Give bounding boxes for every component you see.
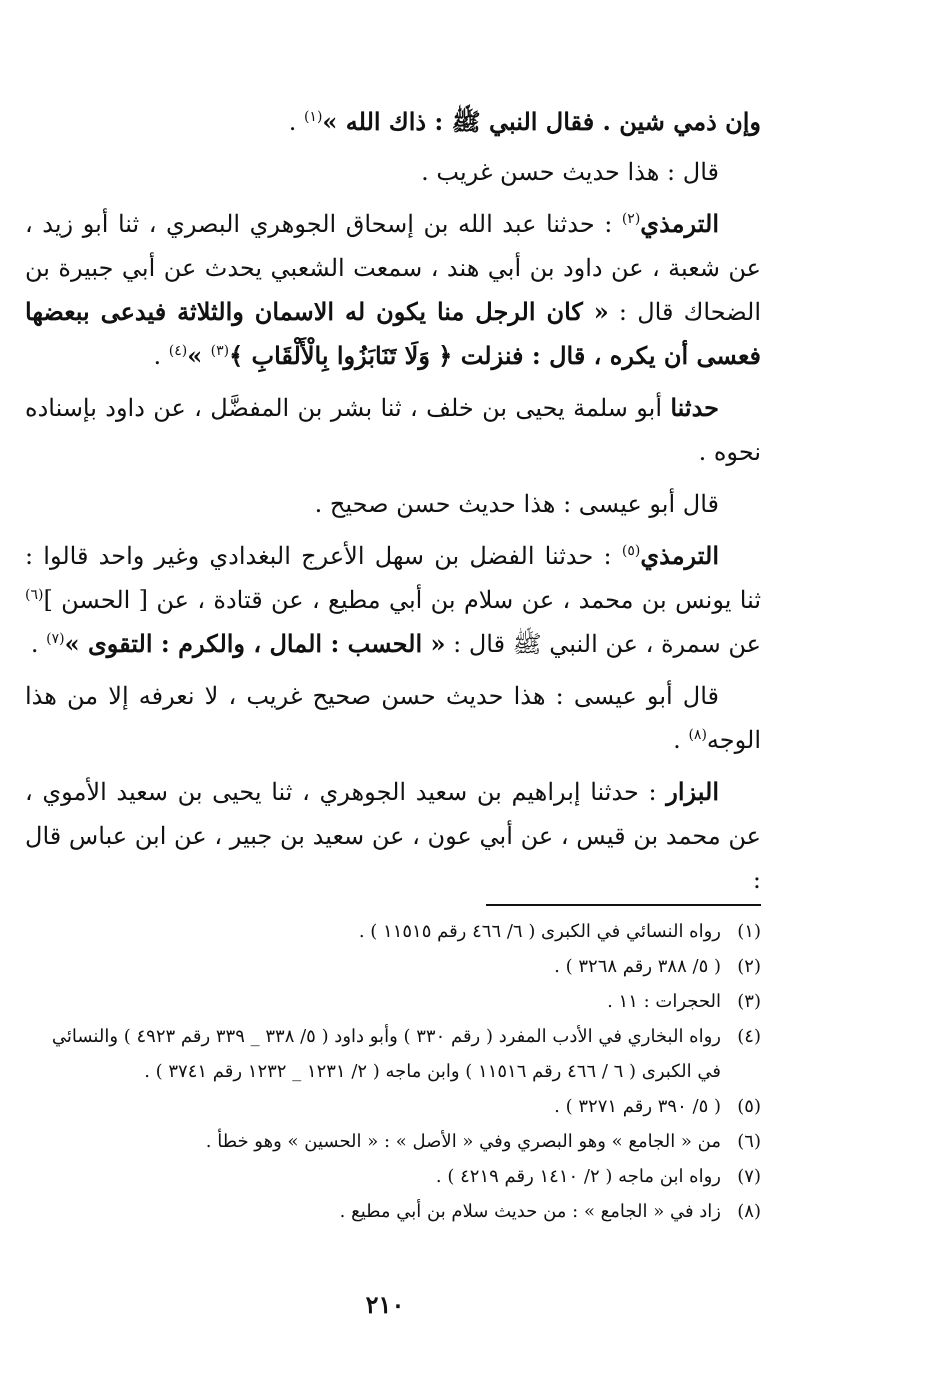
footnote-number: (٣) xyxy=(737,991,761,1012)
footnote-number: (٥) xyxy=(737,1096,761,1117)
footnote-ref-8: (٨) xyxy=(688,727,707,743)
footnote-ref-6: (٦) xyxy=(25,587,44,603)
footnote-ref-3: (٣) xyxy=(210,343,230,359)
source-label-tirmidhi-2: الترمذي xyxy=(640,541,720,570)
footnote-text: من « الجامع » وهو البصري وفي « الأصل » : « الحسين » وهو خطأ . xyxy=(205,1131,721,1152)
paragraph-3 xyxy=(25,202,761,378)
paragraph-4-text: أبو سلمة يحيى بن خلف ، ثنا بشر بن المفضَّل ، عن داود بإسناده نحوه . xyxy=(25,394,761,466)
footnote-ref-1: (١) xyxy=(303,109,323,125)
paragraph-8 xyxy=(25,770,761,902)
footnote-number: (٤) xyxy=(737,1026,761,1047)
footnote-1 xyxy=(25,914,761,949)
footnote-4 xyxy=(25,1019,761,1089)
page-number: ٢١٠ xyxy=(365,1290,405,1319)
footnote-ref-5: (٥) xyxy=(621,543,641,559)
paragraph-6-quote: « الحسب : المال ، والكرم : التقوى » xyxy=(64,629,446,658)
paragraph-3-quote: « كان الرجل منا يكون له الاسمان والثلاثة فيدعى ببعضها فعسى أن يكره ، قال : فنزلت ﴿ وَلَا تَنَابَزُوا بِالْأَلْقَابِ ﴾ xyxy=(25,297,761,370)
paragraph-6-text-2: عن سمرة ، عن النبي ﷺ قال : xyxy=(445,630,761,658)
paragraph-5-text: قال أبو عيسى : هذا حديث حسن صحيح . xyxy=(314,490,719,518)
footnotes xyxy=(25,914,761,1229)
footnote-number: (٢) xyxy=(737,956,761,977)
footnote-6 xyxy=(25,1124,761,1159)
footnote-2 xyxy=(25,949,761,984)
footnote-number: (٧) xyxy=(737,1166,761,1187)
footnote-text: الحجرات : ١١ . xyxy=(607,991,721,1012)
paragraph-6 xyxy=(25,534,761,666)
footnote-3 xyxy=(25,984,761,1019)
paragraph-1-end: . xyxy=(288,108,304,136)
paragraph-1-text: وإن ذمي شين . فقال النبي ﷺ : ذاك الله » xyxy=(322,107,761,136)
footnote-text: رواه البخاري في الأدب المفرد ( رقم ٣٣٠ ) وأبو داود ( ٥/ ٣٣٨ _ ٣٣٩ رقم ٤٩٢٣ ) والنسائي في الكبرى ( ٦ / ٤٦٦ رقم ١١٥١٦ ) وابن ماجه ( ٢/ ١٢٣١ _ ١٢٣٢ رقم ٣٧٤١ ) . xyxy=(51,1026,721,1082)
source-label-bazzar: البزار xyxy=(666,777,719,806)
footnote-5 xyxy=(25,1089,761,1124)
footnote-ref-2: (٢) xyxy=(621,211,641,227)
footnote-text: رواه ابن ماجه ( ٢/ ١٤١٠ رقم ٤٢١٩ ) . xyxy=(435,1166,721,1187)
paragraph-3-text: : حدثنا عبد الله بن إسحاق الجوهري البصري ، ثنا أبو زيد ، عن شعبة ، عن داود بن أبي هند ، سمعت الشعبي يحدث عن أبي جبيرة بن الضحاك قال : xyxy=(25,210,762,326)
footnote-7 xyxy=(25,1159,761,1194)
paragraph-6-end: . xyxy=(30,630,47,658)
footnote-text: ( ٥/ ٣٩٠ رقم ٣٢٧١ ) . xyxy=(554,1096,721,1117)
footnote-8 xyxy=(25,1194,761,1229)
paragraph-3-end: . xyxy=(153,342,169,370)
footnote-number: (٦) xyxy=(737,1131,761,1152)
footnote-text: زاد في « الجامع » : من حديث سلام بن أبي مطيع . xyxy=(339,1201,721,1222)
paragraph-2-text: قال : هذا حديث حسن غريب . xyxy=(421,158,719,186)
footnote-text: ( ٥/ ٣٨٨ رقم ٣٢٦٨ ) . xyxy=(554,956,721,977)
footnote-ref-7: (٧) xyxy=(46,631,65,647)
source-label-haddathana: حدثنا xyxy=(670,393,719,422)
paragraph-7-text: قال أبو عيسى : هذا حديث حسن صحيح غريب ، لا نعرفه إلا من هذا الوجه xyxy=(25,682,761,754)
paragraph-6-text: : حدثنا الفضل بن سهل الأعرج البغدادي وغير واحد قالوا : ثنا يونس بن محمد ، عن سلام بن أبي مطيع ، عن قتادة ، عن [ الحسن ] xyxy=(25,542,762,614)
source-label-tirmidhi: الترمذي xyxy=(640,209,719,238)
paragraph-8-text: : حدثنا إبراهيم بن سعيد الجوهري ، ثنا يحيى بن سعيد الأموي ، عن محمد بن قيس ، عن أبي عون ، عن سعيد بن جبير ، عن ابن عباس قال : xyxy=(25,778,761,894)
footnote-ref-4: (٤) xyxy=(168,343,188,359)
paragraph-2 xyxy=(25,150,761,194)
paragraph-7 xyxy=(25,674,761,762)
paragraph-5 xyxy=(25,482,761,526)
footnote-divider xyxy=(486,904,761,906)
paragraph-7-end: . xyxy=(673,726,689,754)
footnote-text: رواه النسائي في الكبرى ( ٦/ ٤٦٦ رقم ١١٥١٥ ) . xyxy=(358,921,721,942)
paragraph-1 xyxy=(25,100,761,144)
paragraph-4 xyxy=(25,386,761,474)
footnote-number: (١) xyxy=(737,921,761,942)
main-text xyxy=(25,100,761,908)
footnote-number: (٨) xyxy=(737,1201,761,1222)
paragraph-3-close: » xyxy=(187,341,211,370)
